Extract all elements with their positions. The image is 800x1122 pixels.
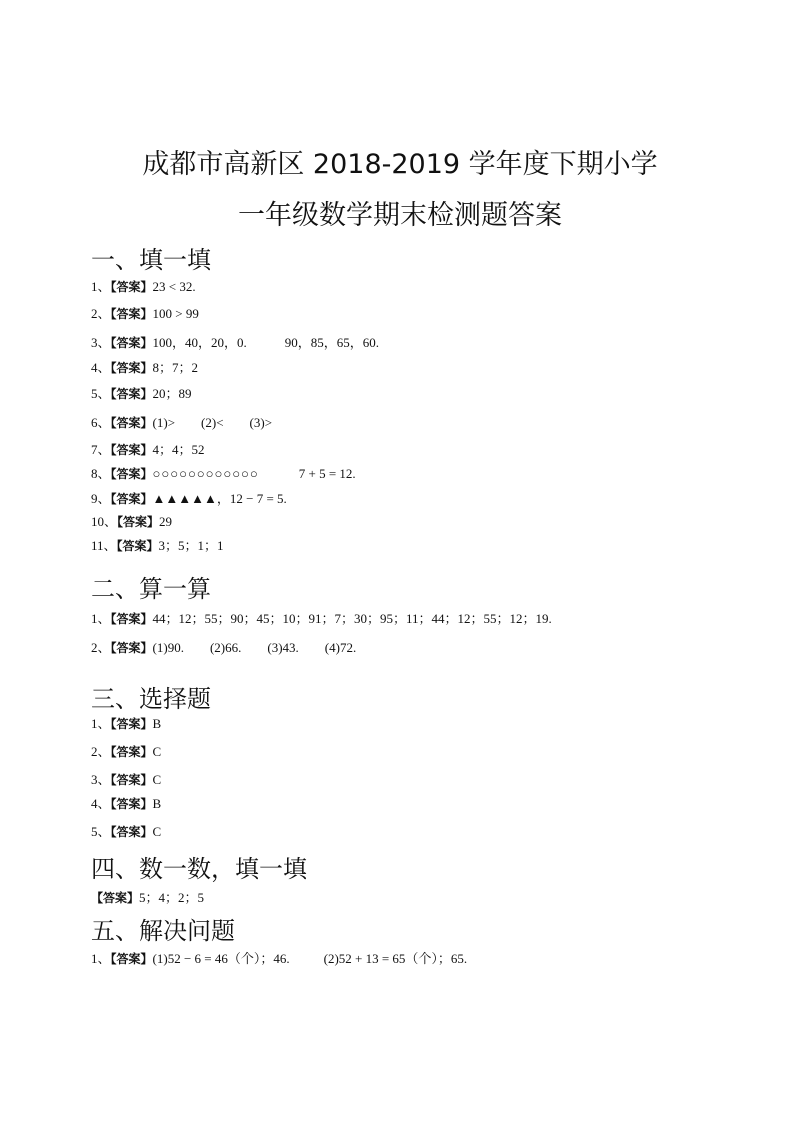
answer-row: 9、【答案】▲▲▲▲▲，12 − 7 = 5. xyxy=(91,491,287,506)
answer-row: 8、【答案】○○○○○○○○○○○○ 7 + 5 = 12. xyxy=(91,466,356,481)
answer-row: 4、【答案】8；7；2 xyxy=(91,360,199,375)
section-heading-3: 三、选择题 xyxy=(91,685,211,713)
answer-row: 1、【答案】23 < 32. xyxy=(91,279,196,294)
answer-row: 【答案】5；4；2；5 xyxy=(91,890,205,905)
answer-row: 3、【答案】C xyxy=(91,772,162,787)
answer-row: 2、【答案】C xyxy=(91,744,162,759)
answer-row: 2、【答案】100 > 99 xyxy=(91,306,199,321)
section-heading-4: 四、数一数，填一填 xyxy=(91,855,307,883)
document-title-line1: 成都市高新区 2018-2019 学年度下期小学 xyxy=(142,149,658,180)
answer-row: 6、【答案】(1)> (2)< (3)> xyxy=(91,415,273,430)
answer-row: 5、【答案】C xyxy=(91,824,162,839)
document-title-line2: 一年级数学期末检测题答案 xyxy=(238,200,562,231)
answer-row: 4、【答案】B xyxy=(91,796,162,811)
answer-row: 11、【答案】3；5；1；1 xyxy=(91,538,224,553)
answer-row: 5、【答案】20；89 xyxy=(91,386,192,401)
section-heading-5: 五、解决问题 xyxy=(91,917,235,945)
answer-row: 1、【答案】(1)52 − 6 = 46（个）；46. (2)52 + 13 = 65（个）；65. xyxy=(91,951,468,966)
answer-row: 1、【答案】B xyxy=(91,716,162,731)
answer-row: 10、【答案】29 xyxy=(91,514,173,529)
section-heading-2: 二、算一算 xyxy=(91,575,211,603)
answer-row: 2、【答案】(1)90. (2)66. (3)43. (4)72. xyxy=(91,640,357,655)
answer-row: 7、【答案】4；4；52 xyxy=(91,442,205,457)
section-heading-1: 一、填一填 xyxy=(91,246,211,274)
answer-row: 1、【答案】44；12；55；90；45；10；91；7；30；95；11；44；12；55；12；19. xyxy=(91,611,552,626)
answer-row: 3、【答案】100，40，20，0. 90，85，65，60. xyxy=(91,335,380,350)
